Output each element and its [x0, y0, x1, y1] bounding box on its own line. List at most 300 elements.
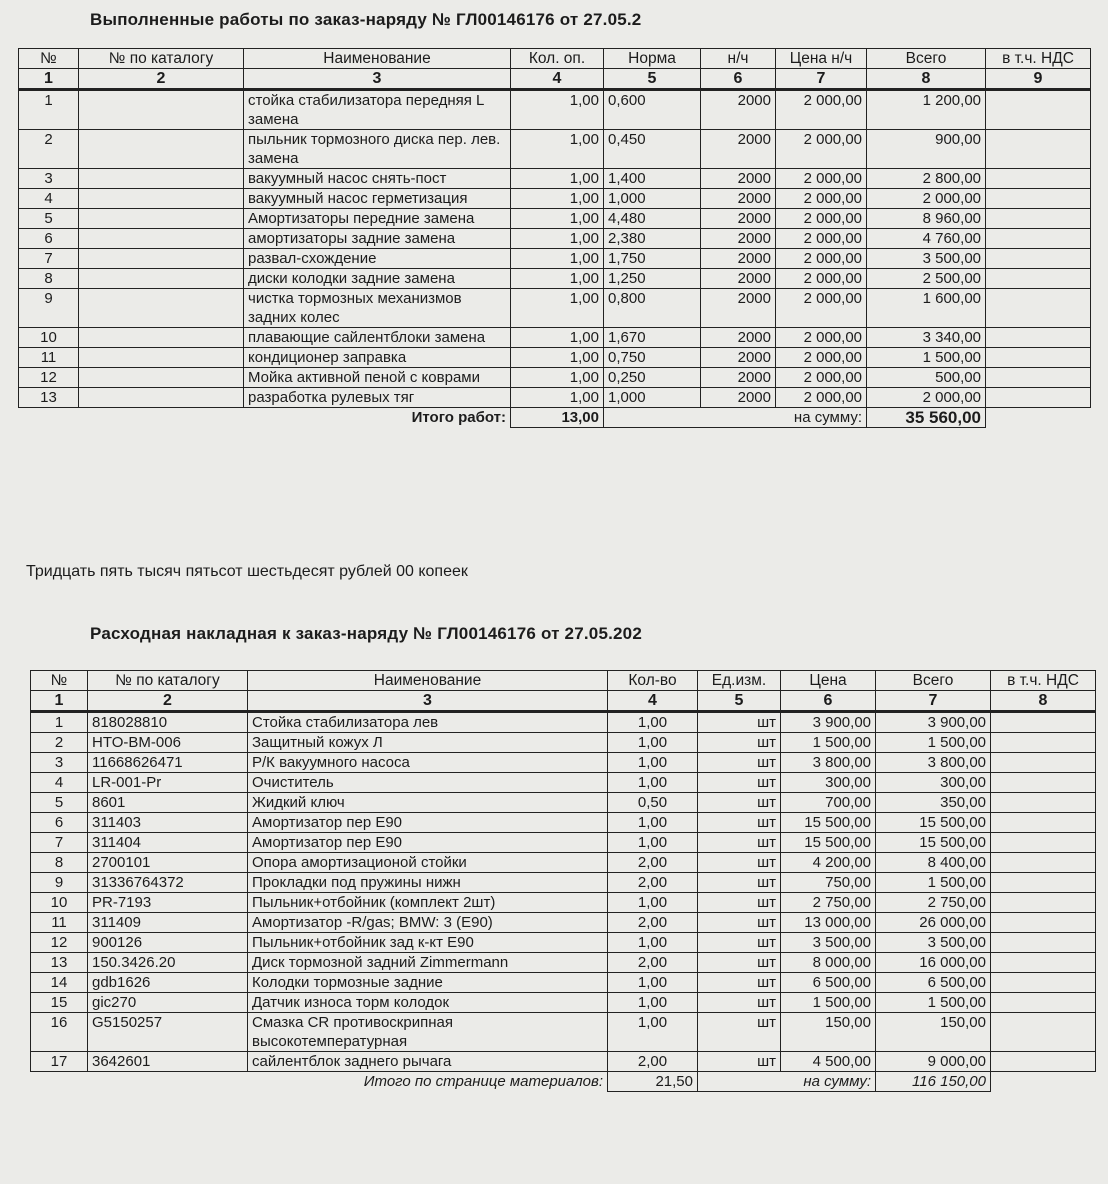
cell-qty: 1,00: [608, 733, 698, 753]
cell-n: 7: [31, 833, 88, 853]
cell-n: 4: [31, 773, 88, 793]
table-row: [31, 733, 1096, 753]
empty-cell: [991, 1072, 1096, 1092]
cell-qty: 1,00: [608, 773, 698, 793]
cell-vat: [991, 1013, 1096, 1052]
column-number: 1: [31, 691, 88, 712]
total-quantity: 21,50: [608, 1072, 698, 1092]
cell-n: 8: [19, 269, 79, 289]
table-row: [19, 130, 1091, 169]
cell-qty: 1,00: [608, 753, 698, 773]
cell-vat: [986, 368, 1091, 388]
cell-n: 14: [31, 973, 88, 993]
cell-cat: [79, 269, 244, 289]
cell-name: Защитный кожух Л: [248, 733, 608, 753]
cell-vat: [991, 833, 1096, 853]
cell-nh: 2000: [701, 249, 776, 269]
total-label: Итого работ:: [411, 409, 506, 426]
cell-vat: [986, 289, 1091, 328]
cell-price: 150,00: [781, 1013, 876, 1052]
cell-qty: 1,00: [608, 1013, 698, 1052]
cell-qty: 1,00: [608, 712, 698, 733]
materials-title: Расходная накладная к заказ-наряду № ГЛ00146176 от 27.05.202: [90, 624, 642, 643]
table-row: [31, 873, 1096, 893]
cell-n: 12: [31, 933, 88, 953]
table-row: [19, 289, 1091, 328]
column-header: Цена н/ч: [776, 49, 867, 69]
table-row: [31, 933, 1096, 953]
cell-n: 11: [19, 348, 79, 368]
cell-price: 2 000,00: [776, 189, 867, 209]
cell-unit: шт: [698, 773, 781, 793]
cell-n: 1: [31, 712, 88, 733]
cell-total: 350,00: [876, 793, 991, 813]
cell-qty: 1,00: [511, 169, 604, 189]
column-number: 2: [88, 691, 248, 712]
table-row: [31, 913, 1096, 933]
cell-n: 13: [31, 953, 88, 973]
cell-price: 2 000,00: [776, 348, 867, 368]
cell-n: 17: [31, 1052, 88, 1072]
cell-vat: [986, 229, 1091, 249]
cell-n: 5: [19, 209, 79, 229]
cell-unit: шт: [698, 733, 781, 753]
cell-n: 8: [31, 853, 88, 873]
cell-price: 4 200,00: [781, 853, 876, 873]
column-number: 8: [991, 691, 1096, 712]
cell-unit: шт: [698, 993, 781, 1013]
cell-nh: 2000: [701, 229, 776, 249]
cell-cat: 3642601: [88, 1052, 248, 1072]
cell-n: 6: [31, 813, 88, 833]
cell-n: 3: [31, 753, 88, 773]
cell-total: 150,00: [876, 1013, 991, 1052]
cell-cat: [79, 328, 244, 348]
cell-cat: 818028810: [88, 712, 248, 733]
cell-total: 26 000,00: [876, 913, 991, 933]
cell-qty: 1,00: [608, 993, 698, 1013]
table-row: [31, 953, 1096, 973]
cell-qty: 1,00: [511, 229, 604, 249]
cell-vat: [991, 793, 1096, 813]
table-row: [19, 328, 1091, 348]
works-title: Выполненные работы по заказ-наряду № ГЛ00146176 от 27.05.2: [90, 10, 642, 29]
cell-vat: [991, 813, 1096, 833]
cell-price: 13 000,00: [781, 913, 876, 933]
cell-total: 2 500,00: [867, 269, 986, 289]
cell-vat: [986, 209, 1091, 229]
cell-price: 2 000,00: [776, 368, 867, 388]
cell-cat: 900126: [88, 933, 248, 953]
cell-price: 2 000,00: [776, 209, 867, 229]
cell-norm: 2,380: [604, 229, 701, 249]
cell-qty: 1,00: [511, 368, 604, 388]
cell-price: 3 800,00: [781, 753, 876, 773]
column-header: в т.ч. НДС: [986, 49, 1091, 69]
cell-vat: [986, 328, 1091, 348]
cell-name: Прокладки под пружины нижн: [248, 873, 608, 893]
cell-n: 13: [19, 388, 79, 408]
cell-vat: [991, 853, 1096, 873]
sum-label: на сумму:: [776, 408, 867, 428]
table-row: [31, 773, 1096, 793]
cell-qty: 2,00: [608, 853, 698, 873]
table-row: [31, 973, 1096, 993]
cell-vat: [991, 973, 1096, 993]
cell-price: 4 500,00: [781, 1052, 876, 1072]
cell-total: 3 900,00: [876, 712, 991, 733]
cell-cat: [79, 189, 244, 209]
cell-name: Смазка CR противоскрипная высокотемпературная: [248, 1013, 608, 1052]
cell-qty: 1,00: [608, 933, 698, 953]
column-number: 4: [511, 69, 604, 90]
cell-nh: 2000: [701, 90, 776, 130]
cell-n: 7: [19, 249, 79, 269]
cell-n: 2: [31, 733, 88, 753]
column-number-row: [19, 69, 1091, 90]
table-row: [19, 209, 1091, 229]
cell-name: Пыльник+отбойник зад к-кт E90: [248, 933, 608, 953]
cell-qty: 1,00: [608, 893, 698, 913]
cell-total: 300,00: [876, 773, 991, 793]
cell-price: 2 000,00: [776, 229, 867, 249]
cell-name: Очиститель: [248, 773, 608, 793]
cell-cat: [79, 289, 244, 328]
cell-cat: gic270: [88, 993, 248, 1013]
cell-unit: шт: [698, 753, 781, 773]
cell-vat: [991, 933, 1096, 953]
cell-qty: 2,00: [608, 873, 698, 893]
cell-qty: 2,00: [608, 913, 698, 933]
cell-vat: [991, 953, 1096, 973]
cell-price: 2 000,00: [776, 269, 867, 289]
cell-vat: [986, 348, 1091, 368]
cell-unit: шт: [698, 933, 781, 953]
cell-qty: 1,00: [511, 130, 604, 169]
cell-cat: 11668626471: [88, 753, 248, 773]
cell-total: 2 750,00: [876, 893, 991, 913]
cell-total: 1 600,00: [867, 289, 986, 328]
cell-cat: [79, 229, 244, 249]
table-row: [19, 189, 1091, 209]
table-row: [31, 893, 1096, 913]
cell-norm: 0,250: [604, 368, 701, 388]
empty-cell: [986, 408, 1091, 428]
column-header: № по каталогу: [88, 671, 248, 691]
cell-total: 1 500,00: [867, 348, 986, 368]
cell-n: 10: [31, 893, 88, 913]
table-row: [31, 833, 1096, 853]
cell-qty: 2,00: [608, 1052, 698, 1072]
column-header: № по каталогу: [79, 49, 244, 69]
cell-name: Амортизатор -R/gas; BMW: 3 (E90): [248, 913, 608, 933]
cell-price: 2 000,00: [776, 289, 867, 328]
table-row: [31, 813, 1096, 833]
cell-total: 1 500,00: [876, 993, 991, 1013]
cell-qty: 1,00: [511, 328, 604, 348]
table-row: [19, 348, 1091, 368]
cell-nh: 2000: [701, 328, 776, 348]
header-row: [19, 49, 1091, 69]
table-row: [19, 269, 1091, 289]
total-quantity: 13,00: [511, 408, 604, 428]
cell-nh: 2000: [701, 269, 776, 289]
column-header: Норма: [604, 49, 701, 69]
cell-total: 15 500,00: [876, 813, 991, 833]
cell-n: 1: [19, 90, 79, 130]
cell-vat: [986, 249, 1091, 269]
column-header: Ед.изм.: [698, 671, 781, 691]
table-row: [19, 229, 1091, 249]
cell-price: 750,00: [781, 873, 876, 893]
cell-qty: 1,00: [511, 189, 604, 209]
cell-qty: 1,00: [511, 269, 604, 289]
cell-name: стойка стабилизатора передняя L замена: [244, 90, 511, 130]
cell-nh: 2000: [701, 130, 776, 169]
cell-name: сайлентблок заднего рычага: [248, 1052, 608, 1072]
cell-cat: PR-7193: [88, 893, 248, 913]
cell-total: 500,00: [867, 368, 986, 388]
cell-n: 15: [31, 993, 88, 1013]
cell-vat: [986, 90, 1091, 130]
column-header: №: [19, 49, 79, 69]
cell-name: Колодки тормозные задние: [248, 973, 608, 993]
cell-total: 3 340,00: [867, 328, 986, 348]
cell-name: разработка рулевых тяг: [244, 388, 511, 408]
cell-price: 2 000,00: [776, 328, 867, 348]
cell-name: Амортизатор пер E90: [248, 813, 608, 833]
column-number: 9: [986, 69, 1091, 90]
cell-name: Датчик износа торм колодок: [248, 993, 608, 1013]
cell-qty: 0,50: [608, 793, 698, 813]
cell-total: 8 400,00: [876, 853, 991, 873]
cell-total: 3 500,00: [876, 933, 991, 953]
cell-n: 3: [19, 169, 79, 189]
cell-vat: [991, 753, 1096, 773]
cell-n: 5: [31, 793, 88, 813]
cell-cat: [79, 249, 244, 269]
cell-cat: 311403: [88, 813, 248, 833]
cell-price: 2 000,00: [776, 249, 867, 269]
cell-cat: LR-001-Pr: [88, 773, 248, 793]
cell-qty: 1,00: [511, 348, 604, 368]
cell-total: 6 500,00: [876, 973, 991, 993]
cell-cat: 311404: [88, 833, 248, 853]
cell-norm: 1,670: [604, 328, 701, 348]
cell-total: 9 000,00: [876, 1052, 991, 1072]
table-row: [31, 853, 1096, 873]
cell-cat: [79, 90, 244, 130]
column-header: Кол-во: [608, 671, 698, 691]
cell-n: 6: [19, 229, 79, 249]
cell-norm: 1,750: [604, 249, 701, 269]
cell-cat: [79, 388, 244, 408]
cell-name: диски колодки задние замена: [244, 269, 511, 289]
cell-name: Р/К вакуумного насоса: [248, 753, 608, 773]
cell-price: 3 500,00: [781, 933, 876, 953]
header-row: [31, 671, 1096, 691]
cell-cat: [79, 130, 244, 169]
cell-total: 1 200,00: [867, 90, 986, 130]
cell-unit: шт: [698, 1052, 781, 1072]
cell-total: 2 000,00: [867, 388, 986, 408]
cell-unit: шт: [698, 813, 781, 833]
cell-unit: шт: [698, 913, 781, 933]
cell-n: 12: [19, 368, 79, 388]
cell-nh: 2000: [701, 189, 776, 209]
cell-vat: [986, 169, 1091, 189]
cell-name: Пыльник+отбойник (комплект 2шт): [248, 893, 608, 913]
cell-norm: 4,480: [604, 209, 701, 229]
cell-qty: 1,00: [511, 90, 604, 130]
cell-nh: 2000: [701, 289, 776, 328]
column-header: Всего: [876, 671, 991, 691]
cell-total: 2 800,00: [867, 169, 986, 189]
total-label: Итого по странице материалов:: [363, 1073, 603, 1090]
column-number: 6: [701, 69, 776, 90]
column-number: 5: [698, 691, 781, 712]
cell-price: 2 000,00: [776, 169, 867, 189]
cell-cat: [79, 348, 244, 368]
cell-n: 11: [31, 913, 88, 933]
cell-name: амортизаторы задние замена: [244, 229, 511, 249]
cell-norm: 1,400: [604, 169, 701, 189]
cell-qty: 1,00: [608, 813, 698, 833]
cell-price: 15 500,00: [781, 833, 876, 853]
cell-price: 300,00: [781, 773, 876, 793]
cell-price: 1 500,00: [781, 733, 876, 753]
cell-price: 2 000,00: [776, 90, 867, 130]
cell-cat: 2700101: [88, 853, 248, 873]
cell-total: 16 000,00: [876, 953, 991, 973]
cell-total: 2 000,00: [867, 189, 986, 209]
cell-total: 900,00: [867, 130, 986, 169]
cell-name: Жидкий ключ: [248, 793, 608, 813]
table-row: [31, 1052, 1096, 1072]
cell-name: Диск тормозной задний Zimmermann: [248, 953, 608, 973]
column-number: 5: [604, 69, 701, 90]
cell-unit: шт: [698, 1013, 781, 1052]
cell-qty: 1,00: [511, 289, 604, 328]
cell-total: 3 800,00: [876, 753, 991, 773]
cell-nh: 2000: [701, 388, 776, 408]
cell-n: 16: [31, 1013, 88, 1052]
cell-price: 1 500,00: [781, 993, 876, 1013]
cell-name: развал-схождение: [244, 249, 511, 269]
column-header: Кол. оп.: [511, 49, 604, 69]
cell-vat: [991, 913, 1096, 933]
cell-n: 10: [19, 328, 79, 348]
cell-total: 1 500,00: [876, 873, 991, 893]
cell-price: 700,00: [781, 793, 876, 813]
column-number: 3: [244, 69, 511, 90]
cell-cat: [79, 209, 244, 229]
cell-nh: 2000: [701, 209, 776, 229]
cell-vat: [986, 388, 1091, 408]
cell-unit: шт: [698, 793, 781, 813]
column-number-row: [31, 691, 1096, 712]
cell-name: вакуумный насос герметизация: [244, 189, 511, 209]
column-number: 1: [19, 69, 79, 90]
works-table: [18, 48, 1091, 428]
column-header: н/ч: [701, 49, 776, 69]
cell-price: 8 000,00: [781, 953, 876, 973]
column-header: Наименование: [244, 49, 511, 69]
cell-norm: 1,000: [604, 189, 701, 209]
sum-value: 116 150,00: [876, 1072, 991, 1092]
cell-price: 15 500,00: [781, 813, 876, 833]
cell-unit: шт: [698, 833, 781, 853]
cell-cat: [79, 368, 244, 388]
cell-vat: [991, 712, 1096, 733]
cell-total: 8 960,00: [867, 209, 986, 229]
column-number: 7: [876, 691, 991, 712]
cell-norm: 1,000: [604, 388, 701, 408]
cell-unit: шт: [698, 953, 781, 973]
cell-qty: 1,00: [511, 209, 604, 229]
column-header: Цена: [781, 671, 876, 691]
cell-vat: [991, 873, 1096, 893]
cell-vat: [986, 130, 1091, 169]
cell-cat: [79, 169, 244, 189]
table-row: [31, 993, 1096, 1013]
cell-price: 2 000,00: [776, 388, 867, 408]
cell-unit: шт: [698, 893, 781, 913]
cell-name: Стойка стабилизатора лев: [248, 712, 608, 733]
cell-cat: gdb1626: [88, 973, 248, 993]
table-row: [19, 249, 1091, 269]
cell-name: пыльник тормозного диска пер. лев. замена: [244, 130, 511, 169]
cell-total: 1 500,00: [876, 733, 991, 753]
cell-unit: шт: [698, 973, 781, 993]
cell-name: Мойка активной пеной с коврами: [244, 368, 511, 388]
cell-total: 4 760,00: [867, 229, 986, 249]
table-row: [31, 1013, 1096, 1052]
cell-price: 2 000,00: [776, 130, 867, 169]
cell-vat: [986, 269, 1091, 289]
cell-price: 6 500,00: [781, 973, 876, 993]
cell-cat: HTO-BM-006: [88, 733, 248, 753]
column-number: 3: [248, 691, 608, 712]
column-header: №: [31, 671, 88, 691]
table-row: [31, 793, 1096, 813]
cell-total: 15 500,00: [876, 833, 991, 853]
cell-cat: 8601: [88, 793, 248, 813]
cell-name: кондиционер заправка: [244, 348, 511, 368]
cell-nh: 2000: [701, 169, 776, 189]
sum-label: на сумму:: [698, 1072, 876, 1092]
cell-n: 9: [31, 873, 88, 893]
table-row: [19, 169, 1091, 189]
column-header: Всего: [867, 49, 986, 69]
cell-unit: шт: [698, 853, 781, 873]
cell-name: Опора амортизационой стойки: [248, 853, 608, 873]
cell-vat: [991, 1052, 1096, 1072]
cell-cat: G5150257: [88, 1013, 248, 1052]
column-header: в т.ч. НДС: [991, 671, 1096, 691]
column-number: 4: [608, 691, 698, 712]
cell-nh: 2000: [701, 368, 776, 388]
table-row: [19, 388, 1091, 408]
column-number: 7: [776, 69, 867, 90]
table-row: [31, 712, 1096, 733]
materials-table: [30, 670, 1096, 1092]
cell-price: 2 750,00: [781, 893, 876, 913]
cell-qty: 1,00: [608, 973, 698, 993]
column-header: Наименование: [248, 671, 608, 691]
cell-qty: 1,00: [511, 249, 604, 269]
cell-n: 9: [19, 289, 79, 328]
